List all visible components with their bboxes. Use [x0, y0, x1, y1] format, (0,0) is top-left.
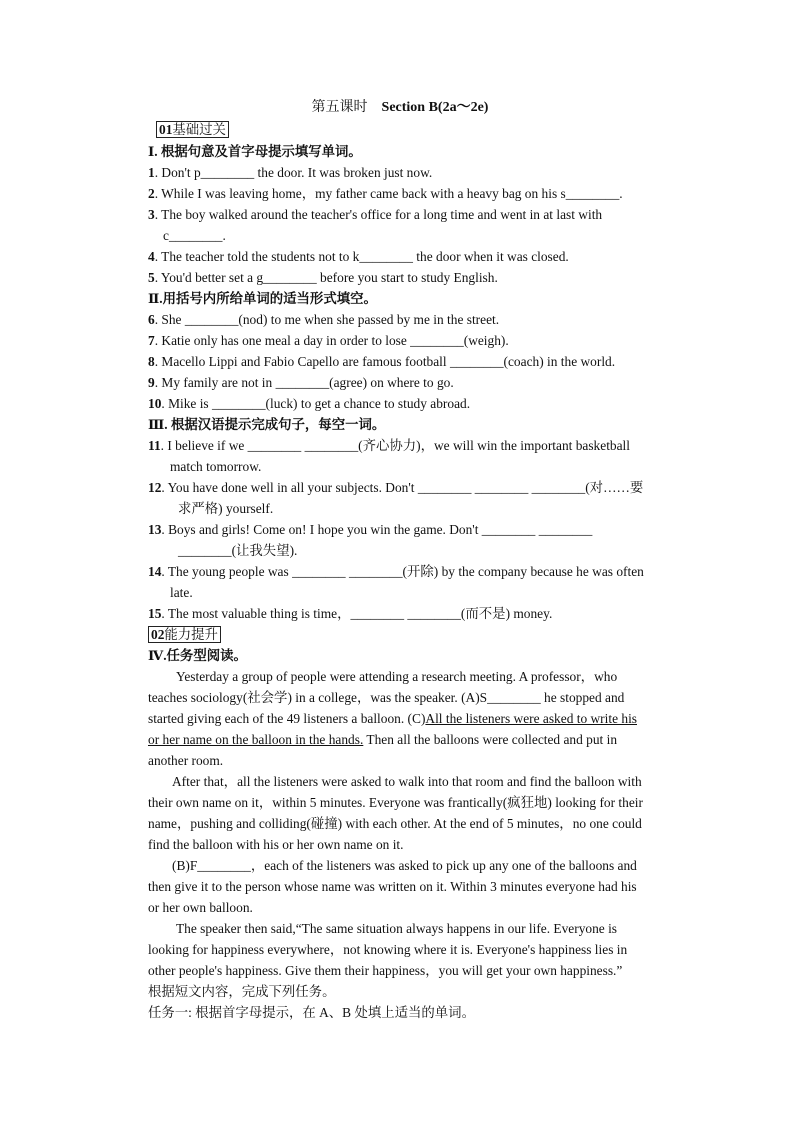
question-item: 10. Mike is ________(luck) to get a chance to study abroad.: [148, 396, 471, 411]
question-item: 3. The boy walked around the teacher's office for a long time and went in at last with: [148, 207, 603, 222]
title-cn: 第五课时: [311, 100, 368, 115]
underlined-sentence: All the listeners were asked to write his: [425, 711, 637, 726]
question-item: 6. She ________(nod) to me when she passed by me in the street.: [148, 312, 500, 327]
question-item: 5. You'd better set a g________ before you start to study English.: [148, 270, 498, 285]
passage-line: find the balloon with his or her own name on it.: [148, 837, 404, 852]
task-one: 任务一: 根据首字母提示，在 A、B 处填上适当的单词。: [148, 1005, 475, 1020]
underlined-sentence: or her name on the balloon in the hands.: [148, 732, 364, 747]
question-item-cont: ________(让我失望).: [178, 543, 298, 558]
passage-line: After that，all the listeners were asked to walk into that room and find the balloon with: [172, 774, 642, 789]
passage-line: Yesterday a group of people were attending a research meeting. A professor，who: [176, 669, 618, 684]
passage-line: started giving each of the 49 listeners a balloon. (C)All the listeners were asked to write his: [148, 711, 637, 726]
question-item-cont: match tomorrow.: [170, 459, 262, 474]
section-label-01: 01基础过关: [156, 121, 229, 138]
part1-heading: Ⅰ. 根据句意及首字母提示填写单词。: [148, 144, 362, 159]
part3-heading: Ⅲ. 根据汉语提示完成句子，每空一词。: [148, 417, 386, 432]
passage-line: or her name on the balloon in the hands. Then all the balloons were collected and put in: [148, 732, 618, 747]
question-item: 11. I believe if we ________ ________(齐心协力)，we will win the important basketball: [148, 438, 630, 453]
question-item-cont: 求严格) yourself.: [178, 501, 274, 516]
question-item: 4. The teacher told the students not to k________ the door when it was closed.: [148, 249, 569, 264]
page-title: [0, 99, 800, 116]
passage-line: looking for happiness everywhere，not knowing where it is. Everyone's happiness lies in: [148, 942, 628, 957]
question-item: 12. You have done well in all your subjects. Don't ________ ________ ________(对……要: [148, 480, 644, 495]
question-item: 9. My family are not in ________(agree) on where to go.: [148, 375, 454, 390]
passage-line: their own name on it，within 5 minutes. Everyone was frantically(疯狂地) looking for their: [148, 795, 643, 810]
title-en: Section B(2a～2e): [381, 100, 489, 115]
part2-heading: Ⅱ.用括号内所给单词的适当形式填空。: [148, 291, 377, 306]
passage-line: another room.: [148, 753, 224, 768]
question-item: 2. While I was leaving home，my father came back with a heavy bag on his s________.: [148, 186, 623, 201]
question-item-cont: c________.: [163, 228, 226, 243]
passage-line: name，pushing and colliding(碰撞) with each other. At the end of 5 minutes，no one could: [148, 816, 642, 831]
question-item: 13. Boys and girls! Come on! I hope you win the game. Don't ________ ________: [148, 522, 593, 537]
question-item: 15. The most valuable thing is time，________ ________(而不是) money.: [148, 606, 553, 621]
question-item: 7. Katie only has one meal a day in order to lose ________(weigh).: [148, 333, 509, 348]
passage-line: teaches sociology(社会学) in a college，was the speaker. (A)S________ he stopped and: [148, 690, 625, 705]
question-item: 8. Macello Lippi and Fabio Capello are famous football ________(coach) in the world.: [148, 354, 616, 369]
part4-heading: Ⅳ.任务型阅读。: [148, 648, 247, 663]
passage-line: then give it to the person whose name was written on it. Within 3 minutes everyone had his: [148, 879, 637, 894]
passage-line: or her own balloon.: [148, 900, 253, 915]
question-item: 1. Don't p________ the door. It was broken just now.: [148, 165, 433, 180]
section-label-02: 02能力提升: [148, 626, 221, 643]
passage-line: other people's happiness. Give them their happiness，you will get your own happiness.”: [148, 963, 623, 978]
task-instruction: 根据短文内容，完成下列任务。: [148, 984, 336, 999]
question-item: 14. The young people was ________ ________(开除) by the company because he was often: [148, 564, 644, 579]
question-item-cont: late.: [170, 585, 193, 600]
passage-line: (B)F________，each of the listeners was asked to pick up any one of the balloons and: [172, 858, 637, 873]
passage-line: The speaker then said,“The same situation always happens in our life. Everyone is: [176, 921, 618, 936]
